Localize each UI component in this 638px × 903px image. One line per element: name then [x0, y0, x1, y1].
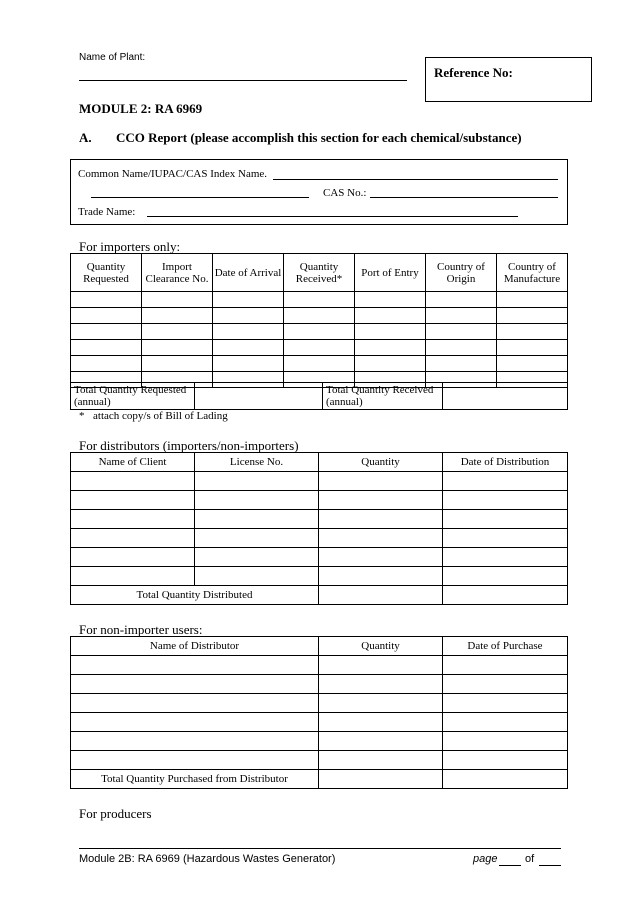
table-row[interactable] [71, 713, 568, 732]
chemical-info-box [70, 159, 568, 225]
total-requested-field[interactable] [195, 383, 323, 410]
reference-label: Reference No: [434, 65, 513, 80]
col-quantity-requested: Quantity Requested [71, 254, 142, 292]
col-quantity: Quantity [319, 453, 443, 472]
table-row[interactable] [71, 510, 568, 529]
footer-divider [79, 848, 561, 849]
footer-module: Module 2B: RA 6969 (Hazardous Wastes Generator) [79, 853, 336, 865]
table-row[interactable] [71, 751, 568, 770]
col-country-origin: Country of Origin [426, 254, 497, 292]
col-date-purchase: Date of Purchase [443, 637, 568, 656]
total-purchased-field[interactable] [319, 770, 443, 789]
distributors-heading: For distributors (importers/non-importers) [79, 438, 299, 453]
table-row[interactable] [71, 732, 568, 751]
cas-label: CAS No.: [323, 187, 367, 199]
common-name-label: Common Name/IUPAC/CAS Index Name. [78, 168, 268, 180]
footnote: attach copy/s of Bill of Lading [93, 410, 228, 422]
common-name-field-cont[interactable] [91, 197, 309, 198]
col-name-client: Name of Client [71, 453, 195, 472]
col-port-entry: Port of Entry [355, 254, 426, 292]
name-of-plant-label: Name of Plant: [79, 52, 146, 63]
table-row[interactable] [71, 340, 568, 356]
col-quantity-received: Quantity Received* [284, 254, 355, 292]
importers-total-table [70, 382, 568, 410]
footnote-mark: * [79, 410, 85, 422]
footer-page-label: page [473, 853, 498, 865]
col-date-distribution: Date of Distribution [443, 453, 568, 472]
importers-table [70, 253, 568, 388]
total-distributed-field[interactable] [319, 586, 443, 605]
table-row[interactable] [71, 675, 568, 694]
section-title: CCO Report (please accomplish this section for each chemical/substance) [116, 130, 522, 145]
section-letter: A. [79, 130, 92, 145]
table-row[interactable] [71, 567, 568, 586]
reference-box[interactable] [425, 57, 592, 102]
trade-name-field[interactable] [147, 216, 518, 217]
col-import-clearance: Import Clearance No. [142, 254, 213, 292]
module-title: MODULE 2: RA 6969 [79, 101, 203, 116]
table-row[interactable] [71, 548, 568, 567]
table-row[interactable] [71, 308, 568, 324]
col-date-arrival: Date of Arrival [213, 254, 284, 292]
table-row[interactable] [71, 356, 568, 372]
producers-heading: For producers [79, 806, 152, 821]
total-distributed-label: Total Quantity Distributed [71, 586, 319, 605]
name-of-plant-field[interactable] [79, 80, 407, 81]
cas-field[interactable] [370, 197, 558, 198]
total-requested-label: Total Quantity Requested (annual) [71, 383, 195, 410]
footer-total-pages-field[interactable] [539, 865, 561, 866]
footer-of-label: of [525, 853, 535, 865]
table-row[interactable] [71, 694, 568, 713]
table-row[interactable] [71, 324, 568, 340]
importers-heading: For importers only: [79, 239, 181, 254]
table-row[interactable] [71, 491, 568, 510]
col-license-no: License No. [195, 453, 319, 472]
non-importers-table [70, 636, 568, 789]
table-row[interactable] [71, 472, 568, 491]
total-received-label: Total Quantity Received (annual) [323, 383, 443, 410]
common-name-field[interactable] [273, 179, 558, 180]
distributors-table [70, 452, 568, 605]
col-country-manufacture: Country of Manufacture [497, 254, 568, 292]
trade-name-label: Trade Name: [78, 206, 136, 218]
table-row[interactable] [71, 529, 568, 548]
footer-page-field[interactable] [499, 865, 521, 866]
total-purchased-label: Total Quantity Purchased from Distributor [71, 770, 319, 789]
table-row[interactable] [71, 656, 568, 675]
total-received-field[interactable] [443, 383, 568, 410]
non-importers-heading: For non-importer users: [79, 622, 203, 637]
col-quantity: Quantity [319, 637, 443, 656]
col-name-distributor: Name of Distributor [71, 637, 319, 656]
table-row[interactable] [71, 292, 568, 308]
